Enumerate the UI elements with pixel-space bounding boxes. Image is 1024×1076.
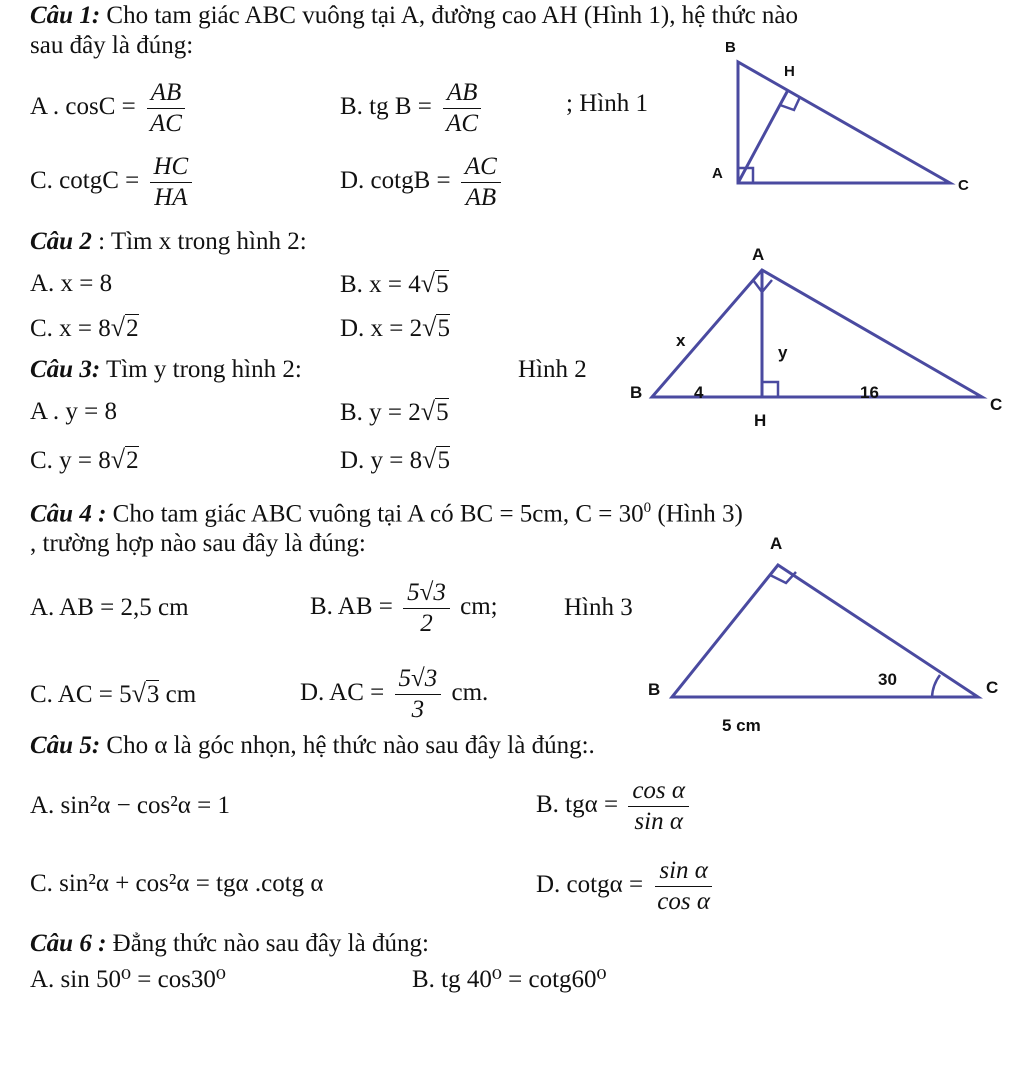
q1-d-label: D. cotgB = bbox=[340, 167, 451, 195]
q4-text-end: (Hình 3) bbox=[657, 500, 743, 528]
q2-option-a: A. x = 8 bbox=[30, 270, 113, 297]
q6-title: Câu 6 : bbox=[30, 930, 107, 957]
q6-option-a: A. sin 50⁰ = cos30⁰ bbox=[30, 966, 226, 993]
fig1-label-a: A bbox=[712, 165, 723, 182]
q4-c-rad: 3 bbox=[146, 681, 160, 708]
q4-b-den: 2 bbox=[420, 610, 433, 637]
q1-title: Câu 1: bbox=[30, 2, 101, 29]
q4-option-a: A. AB = 2,5 cm bbox=[30, 594, 189, 621]
q1-a-fraction bbox=[146, 78, 186, 139]
figure-2 bbox=[610, 240, 1024, 440]
q2-b-pre: B. x = 4 bbox=[340, 271, 421, 298]
q3-text: Tìm y trong hình 2: bbox=[105, 356, 302, 383]
q4-option-b bbox=[310, 578, 498, 639]
q1-d-fraction bbox=[461, 152, 501, 213]
q1-c-label: C. cotgC = bbox=[30, 167, 140, 195]
q5-text: Cho α là góc nhọn, hệ thức nào sau đây là đúng:. bbox=[106, 732, 595, 759]
q4-option-c: C. AC = 5√3 cm bbox=[30, 679, 197, 708]
q4-text: Cho tam giác ABC vuông tại A có BC = 5cm, C = 30 bbox=[112, 500, 644, 528]
q4-d-post: cm. bbox=[451, 679, 489, 707]
figure-3 bbox=[640, 525, 1020, 750]
q1-option-d bbox=[340, 152, 505, 213]
fig2-right-angle-h bbox=[762, 382, 778, 397]
q4-d-num: 5√3 bbox=[395, 664, 442, 695]
fig3-angle-c-arc bbox=[932, 675, 940, 697]
q1-b-label: B. tg B = bbox=[340, 93, 432, 121]
fig3-label-angle: 30 bbox=[878, 670, 897, 689]
q2-b-rad: 5 bbox=[436, 271, 449, 298]
q3-title: Câu 3: bbox=[30, 356, 101, 383]
q4-deg: 0 bbox=[643, 500, 652, 516]
q4-b-post: cm; bbox=[460, 593, 498, 621]
q2-c-rad: 2 bbox=[126, 315, 139, 342]
fig2-label-x: x bbox=[676, 331, 686, 350]
q6-heading bbox=[30, 930, 429, 958]
q4-text2: , trường hợp nào sau đây là đúng: bbox=[30, 530, 366, 557]
fig1-label-b: B bbox=[725, 39, 736, 56]
q4-d-fraction bbox=[395, 664, 442, 725]
q1-c-den: HA bbox=[154, 184, 188, 211]
q4-fig-ref: Hình 3 bbox=[564, 594, 633, 621]
q3-b-rad: 5 bbox=[436, 399, 449, 426]
q4-d-pre: D. AC = bbox=[300, 679, 385, 707]
q1-a-den: AC bbox=[150, 110, 182, 137]
fig2-label-y: y bbox=[778, 343, 788, 362]
q4-heading bbox=[30, 494, 743, 528]
q2-option-c: C. x = 8√2 bbox=[30, 313, 139, 342]
q5-b-num: cos α bbox=[628, 776, 689, 807]
q1-b-den: AC bbox=[446, 110, 479, 137]
q3-b-pre: B. y = 2 bbox=[340, 399, 421, 426]
q2-option-d: D. x = 2√5 bbox=[340, 313, 450, 342]
q3-option-a: A . y = 8 bbox=[30, 398, 118, 425]
q1-c-fraction bbox=[150, 152, 193, 213]
q4-b-num: 5√3 bbox=[403, 578, 450, 609]
q2-d-rad: 5 bbox=[437, 315, 450, 342]
fig3-label-b: B bbox=[648, 680, 661, 699]
fig3-label-a: A bbox=[770, 534, 783, 553]
q4-option-d bbox=[300, 664, 488, 725]
q3-heading bbox=[30, 356, 302, 384]
q1-text2: sau đây là đúng: bbox=[30, 32, 194, 59]
figure-1 bbox=[700, 30, 980, 210]
fig2-label-a: A bbox=[752, 245, 765, 264]
fig1-label-c: C bbox=[958, 177, 969, 194]
fig2-label-hc: 16 bbox=[860, 383, 879, 402]
q5-option-b bbox=[536, 776, 693, 837]
q1-b-num: AB bbox=[443, 78, 482, 109]
fig1-label-h: H bbox=[784, 63, 795, 80]
fig3-triangle bbox=[672, 565, 978, 697]
q3-option-c: C. y = 8√2 bbox=[30, 445, 139, 474]
q1-option-a bbox=[30, 78, 190, 139]
q3-d-pre: D. y = 8 bbox=[340, 447, 423, 474]
q5-d-num: sin α bbox=[655, 856, 712, 887]
q6-option-b: B. tg 40⁰ = cotg60⁰ bbox=[412, 966, 607, 993]
q3-c-pre: C. y = 8 bbox=[30, 447, 111, 474]
q2-c-pre: C. x = 8 bbox=[30, 315, 111, 342]
q6-text: Đẳng thức nào sau đây là đúng: bbox=[112, 930, 429, 957]
q1-option-c bbox=[30, 152, 196, 213]
q2-d-pre: D. x = 2 bbox=[340, 315, 423, 342]
q2-heading bbox=[30, 228, 307, 256]
q1-fig-ref: ; Hình 1 bbox=[566, 90, 648, 117]
q1-a-label: A . cosC = bbox=[30, 93, 136, 121]
q3-option-b: B. y = 2√5 bbox=[340, 397, 449, 426]
q1-a-num: AB bbox=[147, 78, 186, 109]
q4-c-pre: C. AC = 5 bbox=[30, 681, 132, 708]
q2-title: Câu 2 bbox=[30, 228, 92, 255]
q1-d-num: AC bbox=[461, 152, 501, 183]
q4-c-post: cm bbox=[165, 681, 197, 708]
q1-b-fraction bbox=[442, 78, 482, 139]
q5-option-a: A. sin²α − cos²α = 1 bbox=[30, 792, 230, 819]
fig2-label-c: C bbox=[990, 395, 1003, 414]
q2-text: : Tìm x trong hình 2: bbox=[98, 228, 307, 255]
q1-d-den: AB bbox=[465, 184, 497, 211]
q1-heading bbox=[30, 2, 798, 30]
q5-b-fraction bbox=[628, 776, 689, 837]
q2-option-b: B. x = 4√5 bbox=[340, 269, 449, 298]
q4-b-pre: B. AB = bbox=[310, 593, 393, 621]
fig3-label-bc: 5 cm bbox=[722, 716, 761, 735]
q3-fig-ref: Hình 2 bbox=[518, 356, 587, 383]
fig2-label-h: H bbox=[754, 411, 767, 430]
q1-option-b bbox=[340, 78, 486, 139]
q4-d-den: 3 bbox=[411, 696, 425, 723]
fig2-triangle bbox=[652, 270, 982, 397]
q1-c-num: HC bbox=[150, 152, 193, 183]
q3-d-rad: 5 bbox=[437, 447, 450, 474]
fig3-label-c: C bbox=[986, 678, 999, 697]
q5-option-d bbox=[536, 856, 718, 917]
q5-heading bbox=[30, 732, 595, 760]
q4-title: Câu 4 : bbox=[30, 500, 107, 528]
q5-b-label: B. tgα = bbox=[536, 791, 619, 819]
q1-text: Cho tam giác ABC vuông tại A, đường cao AH (Hình 1), hệ thức nào bbox=[106, 2, 799, 29]
fig2-label-bh: 4 bbox=[694, 383, 704, 402]
fig2-label-b: B bbox=[630, 383, 643, 402]
q3-c-rad: 2 bbox=[126, 447, 139, 474]
q3-option-d: D. y = 8√5 bbox=[340, 445, 450, 474]
q5-b-den: sin α bbox=[634, 808, 683, 835]
q5-title: Câu 5: bbox=[30, 732, 101, 759]
q5-option-c: C. sin²α + cos²α = tgα .cotg α bbox=[30, 870, 324, 897]
q5-d-den: cos α bbox=[657, 888, 710, 915]
q5-d-fraction bbox=[653, 856, 714, 917]
q4-b-fraction bbox=[403, 578, 450, 639]
q5-d-label: D. cotgα = bbox=[536, 871, 644, 899]
